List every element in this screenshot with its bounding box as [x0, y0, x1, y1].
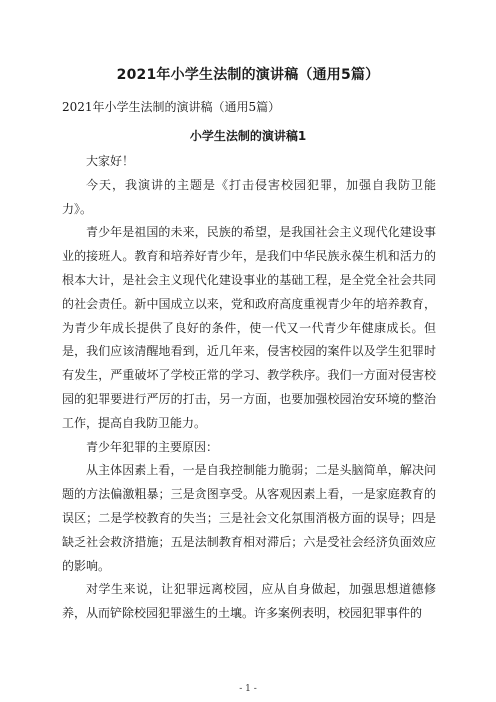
document-subtitle: 2021年小学生法制的演讲稿（通用5篇）: [62, 100, 281, 114]
document-title: 2021年小学生法制的演讲稿（通用5篇）: [116, 67, 380, 83]
page-number: - 1 -: [239, 684, 257, 694]
paragraph-students: 对学生来说，让犯罪远离校园，应从自身做起，加强思想道德修养，从而铲除校园犯罪滋生的土壤。许多案例表明，校园犯罪事件的: [62, 582, 436, 621]
paragraph-causes-heading: 青少年犯罪的主要原因：: [86, 439, 219, 454]
paragraph-topic: 今天，我演讲的主题是《打击侵害校园犯罪，加强自我防卫能力》。: [62, 177, 436, 216]
paragraph-causes: 从主体因素上看，一是自我控制能力脆弱；二是头脑简单，解决问题的方法偏激粗暴；三是贪图享受。从客观因素上看，一是家庭教育的误区；二是学校教育的失当；三是社会文化氛围消极方面的误导；四是缺乏社会救济措施；五是法制教育相对滞后；六是受社会经济负面效应的影响。: [62, 463, 436, 573]
paragraph-youth-future: 青少年是祖国的未来，民族的希望，是我国社会主义现代化建设事业的接班人。教育和培养好青少年，是我们中华民族永葆生机和活力的根本大计，是社会主义现代化建设事业的基础工程，是全党全社会共同的社会责任。新中国成立以来，党和政府高度重视青少年的培养教育，为青少年成长提供了良好的条件，使一代又一代青少年健康成长。但是，我们应该清醒地看到，近几年来，侵害校园的案件以及学生犯罪时有发生，严重破坏了学校正常的学习、教学秩序。我们一方面对侵害校园的犯罪要进行严厉的打击，另一方面，也要加强校园治安环境的整治工作，提高自我防卫能力。: [62, 225, 436, 430]
document-body: [62, 150, 436, 626]
paragraph-greeting: 大家好！: [86, 154, 135, 168]
section-heading: 小学生法制的演讲稿1: [189, 129, 307, 143]
